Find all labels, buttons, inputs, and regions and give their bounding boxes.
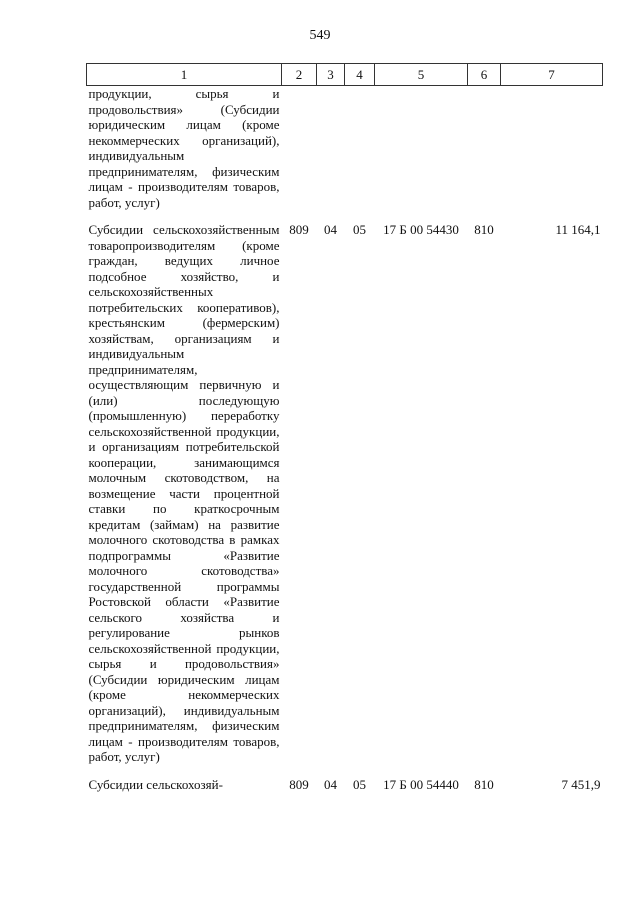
column-header-6: 6 — [468, 64, 501, 86]
table-row — [87, 777, 603, 793]
page-number: 549 — [309, 28, 331, 43]
row-target-article — [375, 86, 468, 211]
column-header-5: 5 — [375, 64, 468, 86]
row-ministry-code — [282, 86, 317, 211]
row-expense-type: 810 — [474, 222, 494, 237]
table-row — [87, 222, 603, 765]
row-amount: 11 164,1 — [555, 222, 601, 237]
row-spacer — [87, 765, 603, 777]
column-header-3: 3 — [317, 64, 345, 86]
row-description: Субсидии сельскохозяйственным товаропроизводителям (кроме граждан, ведущих личное подсобное хозяйство, и сельскохозяйственных потребительских кооперативов), крестьянским (фермерским) хозяйствам, организациям и индивидуальным предпринимателям, осуществляющим первичную и (или) последующую (промышленную) переработку сельскохозяйственной продукции, и организациям потребительской кооперации, занимающимся молочным скотоводством, на возмещение части процентной ставки по краткосрочным кредитам (займам) на развитие молочного скотоводства в рамках подпрограммы «Развитие молочного скотоводства» государственной программы Ростовской области «Развитие сельского хозяйства и регулирование рынков сельскохозяйственной продукции, сырья и продовольствия» (Субсидии юридическим лицам (кроме некоммерческих организаций), индивидуальным предпринимателям, физическим лицам - производителям товаров, работ, услуг) — [88, 222, 280, 764]
row-section-code — [317, 86, 345, 211]
budget-table — [86, 63, 603, 792]
table-header-row — [87, 64, 603, 86]
row-section-code: 04 — [324, 776, 337, 792]
row-subsection-code: 05 — [353, 222, 366, 237]
column-header-1: 1 — [87, 64, 282, 86]
column-header-4: 4 — [345, 64, 375, 86]
row-description: Субсидии сельскохозяй- — [88, 776, 223, 792]
row-description: продукции, сырья и продовольствия» (Субсидии юридическим лицам (кроме некоммерческих организаций), индивидуальным предпринимателям, физическим лицам - производителям товаров, работ, услуг) — [88, 86, 280, 210]
row-section-code: 04 — [324, 222, 337, 237]
row-ministry-code: 809 — [289, 776, 309, 792]
row-target-article: 17 Б 00 54430 — [383, 222, 459, 237]
table-row — [87, 86, 603, 211]
row-subsection-code — [345, 86, 375, 211]
row-amount: 7 451,9 — [561, 776, 601, 792]
row-expense-type: 810 — [474, 776, 494, 792]
column-header-2: 2 — [282, 64, 317, 86]
row-expense-type — [468, 86, 501, 211]
column-header-7: 7 — [501, 64, 603, 86]
row-ministry-code: 809 — [289, 222, 309, 237]
row-spacer — [87, 210, 603, 222]
row-target-article: 17 Б 00 54440 — [383, 776, 459, 792]
row-amount — [501, 86, 603, 211]
row-subsection-code: 05 — [353, 776, 366, 792]
